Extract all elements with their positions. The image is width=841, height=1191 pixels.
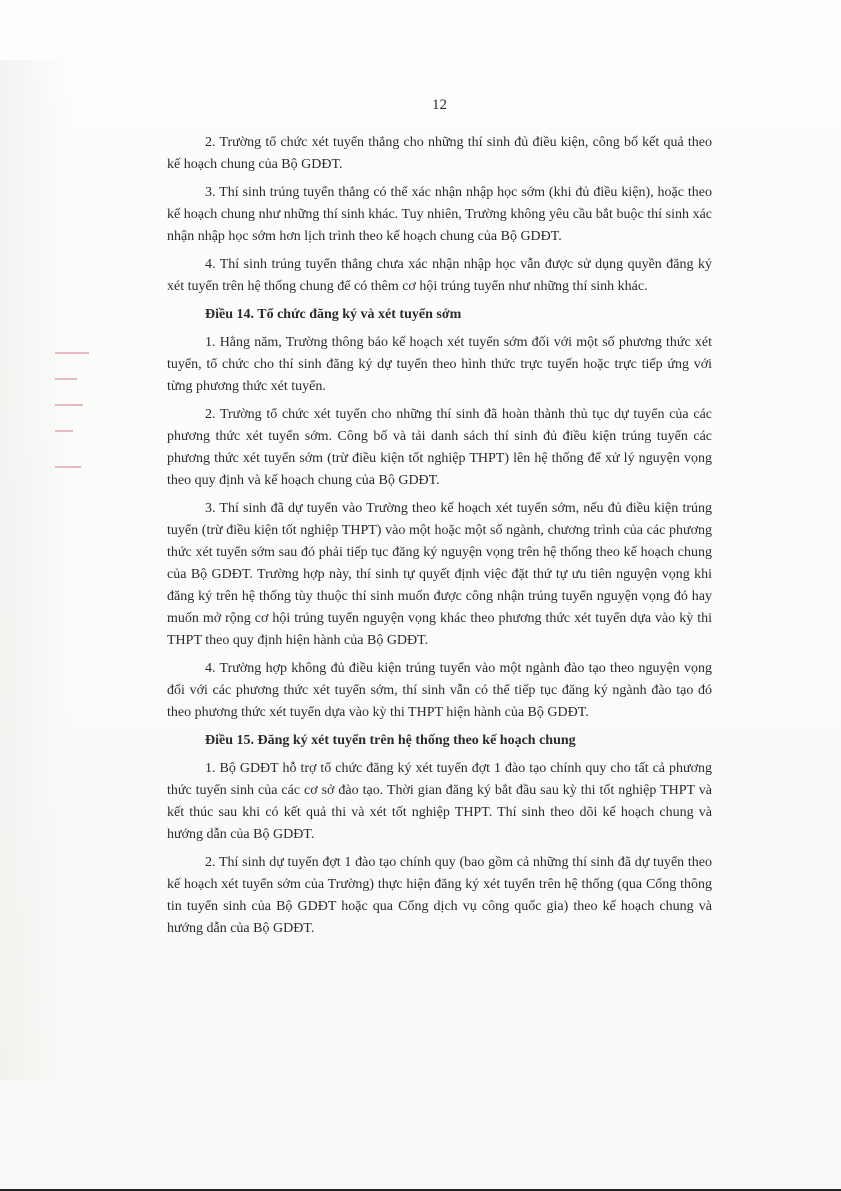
paragraph: 2. Trường tổ chức xét tuyển thẳng cho những thí sinh đủ điều kiện, công bố kết quả theo kế hoạch chung của Bộ GDĐT. [167,135,712,172]
paragraph: 3. Thí sinh trúng tuyển thẳng có thể xác nhận nhập học sớm (khi đủ điều kiện), hoặc theo kế hoạch chung như những thí sinh khác. Tuy nhiên, Trường không yêu cầu bắt buộc thí sinh xác nhận nhập học sớm hơn lịch trình theo kế hoạch chung của Bộ GDĐT. [167,185,712,244]
margin-mark [55,352,89,354]
paragraph: 1. Hằng năm, Trường thông báo kế hoạch xét tuyển sớm đối với một số phương thức xét tuyển, tổ chức cho thí sinh đăng ký dự tuyển theo hình thức trực tuyến hoặc trực tiếp ứng với từng phương thức xét tuyển. [167,335,712,394]
article-15-heading: Điều 15. Đăng ký xét tuyển trên hệ thống theo kế hoạch chung [205,733,576,748]
margin-mark [55,404,83,406]
margin-mark [55,430,73,432]
margin-mark [55,378,77,380]
scan-shadow [0,60,70,1080]
page-number: 12 [432,97,447,113]
paragraph: 3. Thí sinh đã dự tuyển vào Trường theo kế hoạch xét tuyển sớm, nếu đủ điều kiện trúng tuyển (trừ điều kiện tốt nghiệp THPT) vào một hoặc một số ngành, chương trình của các phương thức xét tuyển sớm sau đó phải tiếp tục đăng ký nguyện vọng trên hệ thống theo kế hoạch chung của Bộ GDĐT. Trường hợp này, thí sinh tự quyết định việc đặt thứ tự ưu tiên nguyện vọng khi đăng ký trên hệ thống tùy thuộc thí sinh muốn được công nhận trúng tuyển nguyện vọng đó hay muốn mở rộng cơ hội trúng tuyển nguyện vọng khác theo phương thức xét tuyển dựa vào kỳ thi THPT theo quy định hiện hành của Bộ GDĐT. [167,501,712,648]
paragraph: 4. Trường hợp không đủ điều kiện trúng tuyển vào một ngành đào tạo theo nguyện vọng đối với các phương thức xét tuyển sớm, thí sinh vẫn có thể tiếp tục đăng ký ngành đào tạo đó theo phương thức xét tuyển dựa vào kỳ thi THPT hiện hành của Bộ GDĐT. [167,661,712,720]
paragraph: 1. Bộ GDĐT hỗ trợ tổ chức đăng ký xét tuyển đợt 1 đào tạo chính quy cho tất cả phương thức tuyển sinh của các cơ sở đào tạo. Thời gian đăng ký bắt đầu sau kỳ thi tốt nghiệp THPT và kết thúc sau khi có kết quả thi và xét tốt nghiệp THPT. Thí sinh theo dõi kế hoạch chung và hướng dẫn của Bộ GDĐT. [167,761,712,842]
document-body [167,94,712,946]
paragraph: 2. Thí sinh dự tuyển đợt 1 đào tạo chính quy (bao gồm cả những thí sinh đã dự tuyển theo kế hoạch xét tuyển sớm của Trường) thực hiện đăng ký xét tuyển trên hệ thống (qua Cổng thông tin tuyển sinh của Bộ GDĐT hoặc qua Cổng dịch vụ công quốc gia) theo kế hoạch chung và hướng dẫn của Bộ GDĐT. [167,855,712,936]
article-14-heading: Điều 14. Tổ chức đăng ký và xét tuyển sớm [205,307,462,322]
paragraph: 4. Thí sinh trúng tuyển thẳng chưa xác nhận nhập học vẫn được sử dụng quyền đăng ký xét tuyển trên hệ thống chung để có thêm cơ hội trúng tuyển như những thí sinh khác. [167,257,712,294]
margin-mark [55,466,81,468]
paragraph: 2. Trường tổ chức xét tuyển cho những thí sinh đã hoàn thành thủ tục dự tuyển của các phương thức xét tuyển sớm. Công bố và tải danh sách thí sinh đủ điều kiện trúng tuyển các phương thức xét tuyển sớm (trừ điều kiện tốt nghiệp THPT) lên hệ thống để xử lý nguyện vọng theo quy định và kế hoạch chung của Bộ GDĐT. [167,407,712,488]
